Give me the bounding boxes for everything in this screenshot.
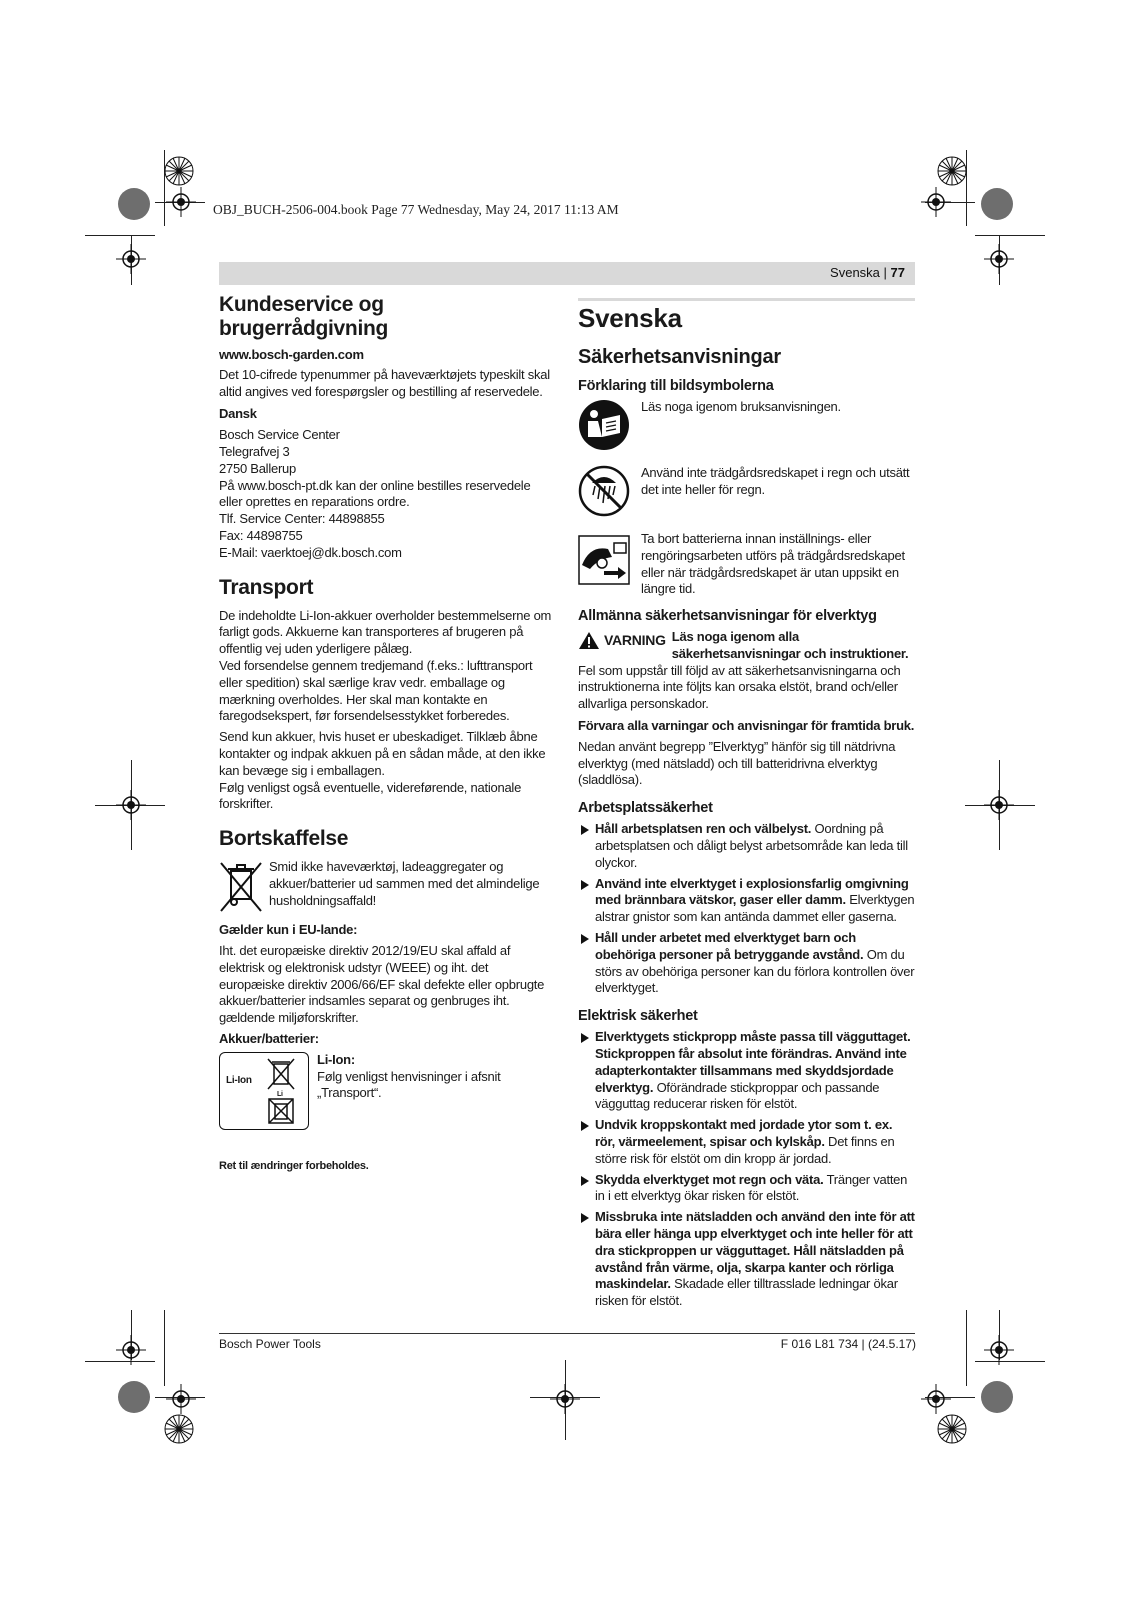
read-manual-icon [578,399,630,451]
eu-text: Iht. det europæiske direktiv 2012/19/EU skal affald af elektrisk og elektronisk udstyr (WEEE) og iht. det europæiske direktiv 2006/66/EF skal defekte eller opbrugte akkuer/batterier indsamles separat og genbruges iht. gældende miljøforskrifter. [219,942,545,1026]
bullet-text: Oordning på arbetsplatsen och dåligt belyst arbetsområde kan leda till olyckor. [595,821,908,870]
symbol-row [578,399,915,457]
warning-label: VARNING [604,632,666,649]
warning-bold-text: Läs noga igenom alla säkerhetsanvisningar och instruktioner. [671,629,909,661]
bullet-triangle-icon [581,825,589,835]
bortskaffelse-heading: Bortskaffelse [219,827,349,851]
bullet-triangle-icon [581,1213,589,1223]
liion-instruction: Følg venligst henvisninger i afsnit „Transport“. [317,1068,501,1101]
address-line: Telegrafvej 3 [219,443,290,459]
bullet-triangle-icon [581,934,589,944]
star-target-icon [937,156,967,186]
liion-icon-label: Li-Ion [226,1074,252,1086]
registration-mark-icon [116,1335,146,1365]
akku-heading: Akkuer/batterier: [219,1030,319,1046]
list-item [578,876,915,926]
registration-mark-icon [984,244,1014,274]
transport-paragraph: De indeholdte Li-Ion-akkuer overholder bestemmelserne om farligt gods. Akkuerne kan transporteres af brugeren på offentlig vej uden yderligere pålæg. [219,607,552,657]
list-item [578,1117,915,1167]
left-column [219,293,552,1175]
list-item [578,1029,915,1113]
eu-heading: Gælder kun i EU-lande: [219,922,358,938]
star-target-icon [164,156,194,186]
list-item [578,1172,915,1206]
registration-mark-icon [166,1384,196,1414]
bullet-bold: Undvik kroppskontakt med jordade ytor som t. ex. rör, värmeelement, spisar och kylskåp. [595,1117,893,1149]
star-target-icon [937,1414,967,1444]
address-line: 2750 Ballerup [219,460,296,476]
list-item [578,821,915,871]
address-line: Bosch Service Center [219,427,340,443]
bullet-bold: Skydda elverktyget mot regn och väta. [595,1171,824,1187]
grey-disc-mark [981,188,1013,220]
registration-mark-icon [116,244,146,274]
footer-brand: Bosch Power Tools [219,1337,321,1351]
electric-list [578,1029,915,1310]
footer-rule [219,1333,915,1334]
language-title: Svenska [578,303,682,333]
grey-disc-mark [118,1381,150,1413]
symbol-row [578,531,915,601]
registration-mark-icon [550,1384,580,1414]
registration-mark-icon [921,1384,951,1414]
registration-mark-icon [984,790,1014,820]
bullet-text: Om du störs av obehöriga personer kan du förlora kontrollen över elverktyget. [595,946,915,996]
list-item [578,930,915,997]
grey-disc-mark [981,1381,1013,1413]
bullet-triangle-icon [581,1033,589,1043]
website-link[interactable]: www.bosch-garden.com [219,347,364,362]
crossed-bin-small-icon [266,1097,296,1125]
bullet-bold: Missbruka inte nätsladden och använd den inte för att bära eller hänga upp elverktyget och inte heller för att dra stickproppen ur vägguttaget. Håll nätsladden på avstånd från värme, olja, skarpa kanter och rörliga maskindelar. [595,1209,915,1292]
list-item [578,1209,915,1310]
warning-triangle-icon [578,631,600,650]
warning-block [578,629,915,713]
symbol-description: Ta bort batterierna innan inställnings- eller rengöringsarbeten utförs på trädgårdsredskapet eller när trädgårdsredskapet är utan uppsikt en längre tid. [641,531,905,597]
bullet-bold: Elverktygets stickpropp måste passa till vägguttaget. Stickproppen får absolut inte förändras. Använd inte adapterkontakter tillsammans med skyddsjordade elverktyg. [595,1029,911,1095]
header-section: Svenska [830,265,880,280]
remove-battery-icon [578,535,630,585]
registration-mark-icon [984,1335,1014,1365]
transport-paragraph: Ved forsendelse gennem tredjemand (f.eks.: lufttransport eller spedition) skal særlige krav vedr. emballage og mærkning overholdes. Her skal man kontakte en faregodsekspert, før forsendelsesstykket forberedes. [219,657,533,724]
bullet-bold: Håll under arbetet med elverktyget barn och obehöriga personer på betryggande avstånd. [595,929,864,962]
grey-disc-mark [118,188,150,220]
footer-doc-number: F 016 L81 734 | (24.5.17) [780,1337,916,1351]
weee-text: Smid ikke haveværktøj, ladeaggregater og akkuer/batterier ud sammen med det almindelige husholdningsaffald! [269,859,540,908]
print-info-line: OBJ_BUCH-2506-004.book Page 77 Wednesday, May 24, 2017 11:13 AM [213,202,619,217]
service-address [219,427,552,561]
term-text: Nedan använt begrepp ”Elverktyg” hänför sig till nätdrivna elverktyg (med nätsladd) och till batteridrivna elverktyg (sladdlösa). [578,738,896,788]
top-rule [578,298,915,301]
transport-paragraph: Følg venligst også eventuelle, videreførende, nationale forskrifter. [219,779,522,812]
transport-text [219,608,552,814]
registration-mark-icon [166,187,196,217]
crossed-bin-icon [219,861,263,913]
bullet-bold: Håll arbetsplatsen ren och välbelyst. [595,821,812,837]
country-label: Dansk [219,406,257,422]
liion-label: Li-Ion: [317,1051,355,1067]
symbols-heading: Förklaring till bildsymbolerna [578,378,774,394]
right-column [578,303,915,1314]
general-safety-heading: Allmänna säkerhetsanvisningar för elverktyg [578,608,877,624]
kundeservice-intro: Det 10-cifrede typenummer på haveværktøjets typeskilt skal altid angives ved forespørgsler og bestilling af reservedele. [219,366,550,399]
workplace-list [578,821,915,997]
keep-instructions: Förvara alla varningar och anvisningar för framtida bruk. [578,717,915,733]
star-target-icon [164,1414,194,1444]
transport-heading: Transport [219,575,314,599]
bullet-text: Det finns en större risk för elstöt om din kropp är jordad. [595,1133,895,1166]
bullet-text: Oförändrade stickproppar och passande vägguttag reducerar risken för elstöt. [595,1079,880,1112]
liion-icon-sub: Li [277,1090,283,1098]
liion-text [317,1052,552,1102]
no-rain-icon [578,465,630,517]
ret-note: Ret til ændringer forbeholdes. [219,1159,369,1172]
symbol-row [578,465,915,525]
phone-line: Tlf. Service Center: 44898855 [219,511,385,527]
weee-block [219,859,552,913]
warning-text: Fel som uppstår till följd av att säkerhetsanvisningarna och instruktionerna inte följts kan orsaka elstöt, brand och/eller allvarliga personskador. [578,662,901,712]
bullet-text: Tränger vatten in i ett elverktyg ökar risken för elstöt. [595,1171,908,1204]
kundeservice-heading: Kundeservice og brugerrådgivning [219,293,389,340]
page-number: 77 [890,265,905,280]
email-line[interactable]: E-Mail: vaerktoej@dk.bosch.com [219,544,402,560]
page-header-bar [219,262,915,285]
bullet-triangle-icon [581,1176,589,1186]
symbol-description: Läs noga igenom bruksanvisningen. [641,399,841,414]
bullet-text: Skadade eller tilltrasslade ledningar ökar risken för elstöt. [595,1276,898,1309]
liion-recycling-icon [219,1052,309,1130]
bullet-bold: Använd inte elverktyget i explosionsfarlig omgivning med brännbara vätskor, gaser eller damm. [595,875,909,908]
bullet-text: Elverktygen alstrar gnistor som kan antända dammet eller gaserna. [595,892,915,925]
transport-paragraph: Send kun akkuer, hvis huset er ubeskadiget. Tilklæb åbne kontakter og indpak akkuen på en sådan måde, at den ikke kan bevæge sig i emballagen. [219,729,546,778]
address-line: På www.bosch-pt.dk kan der online bestilles reservedele eller oprettes en reparations ordre. [219,477,531,510]
symbol-description: Använd inte trädgårdsredskapet i regn och utsätt det inte heller för regn. [641,465,910,497]
electric-heading: Elektrisk säkerhet [578,1008,698,1025]
warning-badge [578,631,666,650]
bullet-triangle-icon [581,1121,589,1131]
workplace-heading: Arbetsplatssäkerhet [578,800,713,817]
safety-heading: Säkerhetsanvisningar [578,346,781,368]
bullet-triangle-icon [581,880,589,890]
liion-block [219,1052,552,1130]
page-header-text: Svenska | 77 [830,265,905,280]
registration-mark-icon [921,187,951,217]
fax-line: Fax: 44898755 [219,527,303,543]
registration-mark-icon [116,790,146,820]
